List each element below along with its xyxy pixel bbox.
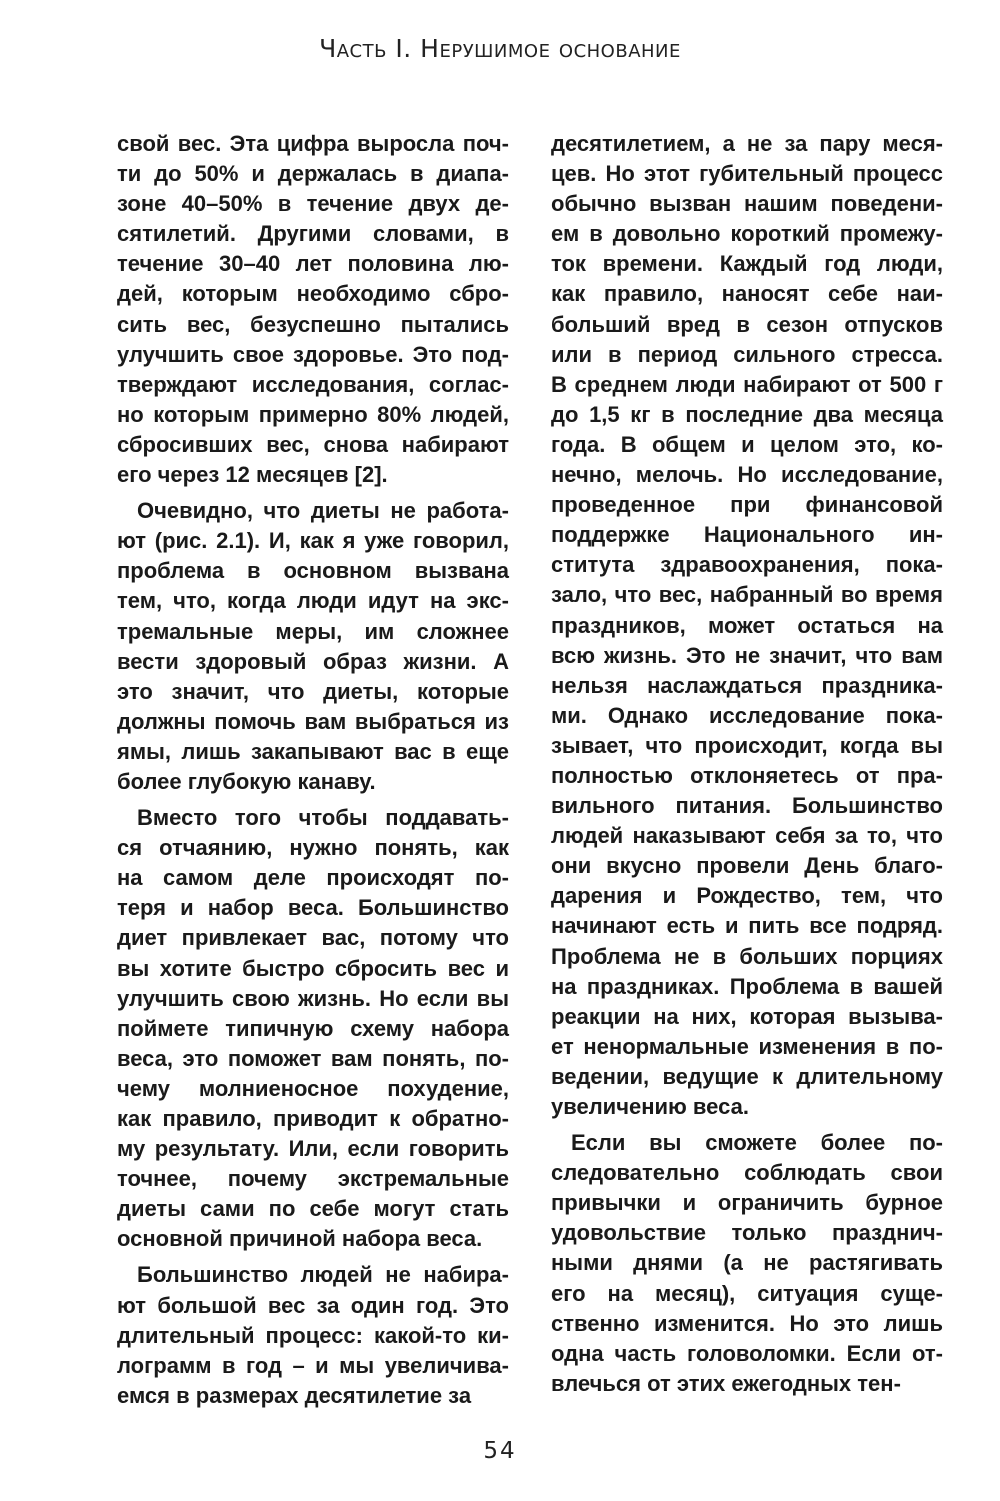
text-line: ми. Однако исследование пока- [551, 702, 943, 728]
text-line: поддержке Национального ин- [551, 522, 943, 548]
text-line: зоне 40–50% в течение двух де- [117, 191, 509, 217]
text-line: это значит, что диеты, которые [117, 678, 509, 704]
text-line: ямы, лишь закапывают вас в еще [117, 738, 509, 764]
text-line: дей, которым необходимо сбро- [117, 281, 509, 307]
text-line: вильного питания. Большинство [551, 793, 943, 819]
text-line: проведенное при финансовой [551, 492, 943, 518]
text-line: больший вред в сезон отпусков [551, 311, 943, 337]
text-line: чему молниеносное похудение, [117, 1075, 509, 1101]
text-line: ем в довольно короткий промежу- [551, 221, 943, 247]
text-line: В среднем люди набирают от 500 г [551, 371, 943, 397]
text-line: сятилетий. Другими словами, в [117, 221, 509, 247]
text-line: ти до 50% и держалась в диапа- [117, 161, 509, 187]
text-line: увеличению веса. [551, 1094, 749, 1119]
text-line: обычно вызван нашим поведени- [551, 191, 943, 217]
text-line: до 1,5 кг в последние два месяца [551, 401, 943, 427]
text-line: диеты сами по себе могут стать [117, 1196, 509, 1222]
text-line: людей наказывают себя за то, что [551, 823, 943, 849]
text-line: как правило, наносят себе наи- [551, 281, 943, 307]
text-line: поймете типичную схему набора [117, 1015, 509, 1041]
text-line: на праздниках. Проблема в вашей [551, 973, 943, 999]
text-line: его через 12 месяцев [2]. [117, 462, 388, 488]
text-line: основной причиной набора веса. [117, 1226, 483, 1252]
text-line: полностью отклоняетесь от пра- [551, 762, 943, 788]
text-line: но которым примерно 80% людей, [117, 401, 509, 427]
text-line: вы хотите быстро сбросить вес и [117, 955, 509, 981]
text-line: тверждают исследования, соглас- [117, 371, 509, 397]
text-line: точнее, почему экстремальные [117, 1166, 509, 1192]
page-number: 54 [483, 1438, 517, 1464]
text-line: сить вес, безуспешно пытались [117, 311, 509, 337]
text-line: зывает, что происходит, когда вы [551, 732, 943, 758]
text-line: влечься от этих ежегодных тен- [551, 1370, 901, 1396]
text-line: веса, это поможет вам понять, по- [117, 1045, 509, 1071]
text-line: Проблема не в больших порциях [551, 943, 943, 969]
text-line: или в период сильного стресса. [551, 341, 943, 367]
text-line: Очевидно, что диеты не работа- [137, 498, 509, 524]
text-line: следовательно соблюдать свои [551, 1160, 943, 1186]
text-line: зало, что вес, набранный во время [551, 582, 943, 608]
text-line: более глубокую канаву. [117, 768, 376, 794]
text-line: его на месяц), ситуация суще- [551, 1280, 943, 1306]
text-line: ся отчаянию, нужно понять, как [117, 835, 509, 861]
text-line: ток времени. Каждый год люди, [551, 251, 943, 277]
text-line: должны помочь вам выбраться из [117, 708, 509, 734]
running-header: Часть I. Нерушимое основание [319, 34, 681, 63]
text-line: диет привлекает вас, потому что [117, 925, 509, 951]
text-line: проблема в основном вызвана [117, 558, 509, 584]
text-line: года. В общем и целом это, ко- [551, 431, 943, 457]
text-line: цев. Но этот губительный процесс [551, 161, 943, 187]
text-line: нельзя наслаждаться праздника- [551, 672, 943, 698]
text-line: свой вес. Эта цифра выросла поч- [117, 131, 509, 156]
text-line: ют (рис. 2.1). И, как я уже говорил, [117, 528, 509, 554]
text-line: сбросивших вес, снова набирают [117, 431, 509, 457]
text-line: привычки и ограничить бурное [551, 1190, 943, 1216]
text-line: течение 30–40 лет половина лю- [117, 251, 509, 277]
text-line: ет ненормальные изменения в по- [551, 1033, 943, 1059]
text-line: ют большой вес за один год. Это [117, 1292, 509, 1318]
text-line: Вместо того чтобы поддавать- [137, 805, 509, 831]
text-line: удовольствие только празднич- [551, 1220, 943, 1246]
text-line: емся в размерах десятилетие за [117, 1382, 472, 1408]
text-line: му результату. Или, если говорить [117, 1136, 509, 1162]
text-line: теря и набор веса. Большинство [117, 895, 509, 921]
text-line: вести здоровый образ жизни. А [117, 648, 509, 674]
text-line: они вкусно провели День благо- [551, 853, 943, 879]
text-line: ведении, ведущие к длительному [551, 1063, 943, 1089]
text-line: праздников, может остаться на [551, 612, 943, 638]
text-line: всю жизнь. Это не значит, что вам [551, 642, 943, 668]
text-line: на самом деле происходят по- [117, 865, 509, 891]
text-line: длительный процесс: какой-то ки- [117, 1322, 509, 1348]
text-line: Если вы сможете более по- [571, 1130, 943, 1156]
text-line: как правило, приводит к обратно- [117, 1106, 509, 1131]
text-line: дарения и Рождество, тем, что [551, 883, 943, 909]
text-column-right [551, 129, 943, 1399]
text-line: улучшить свое здоровье. Это под- [117, 341, 509, 367]
text-line: Большинство людей не набира- [137, 1262, 509, 1288]
text-line: тем, что, когда люди идут на экс- [117, 588, 509, 614]
text-line: десятилетием, а не за пару меся- [551, 131, 943, 156]
text-line: ными днями (а не растягивать [551, 1250, 943, 1276]
text-line: начинают есть и пить все подряд. [551, 913, 943, 939]
text-line: одна часть головоломки. Если от- [551, 1340, 943, 1366]
text-line: реакции на них, которая вызыва- [551, 1003, 943, 1029]
text-line: ститута здравоохранения, пока- [551, 552, 943, 578]
text-line: улучшить свою жизнь. Но если вы [117, 985, 509, 1011]
text-line: ственно изменится. Но это лишь [551, 1310, 943, 1336]
text-line: нечно, мелочь. Но исследование, [551, 462, 943, 488]
text-line: тремальные меры, им сложнее [117, 618, 509, 644]
text-line: лограмм в год – и мы увеличива- [117, 1352, 509, 1378]
text-column-left [117, 129, 509, 1411]
